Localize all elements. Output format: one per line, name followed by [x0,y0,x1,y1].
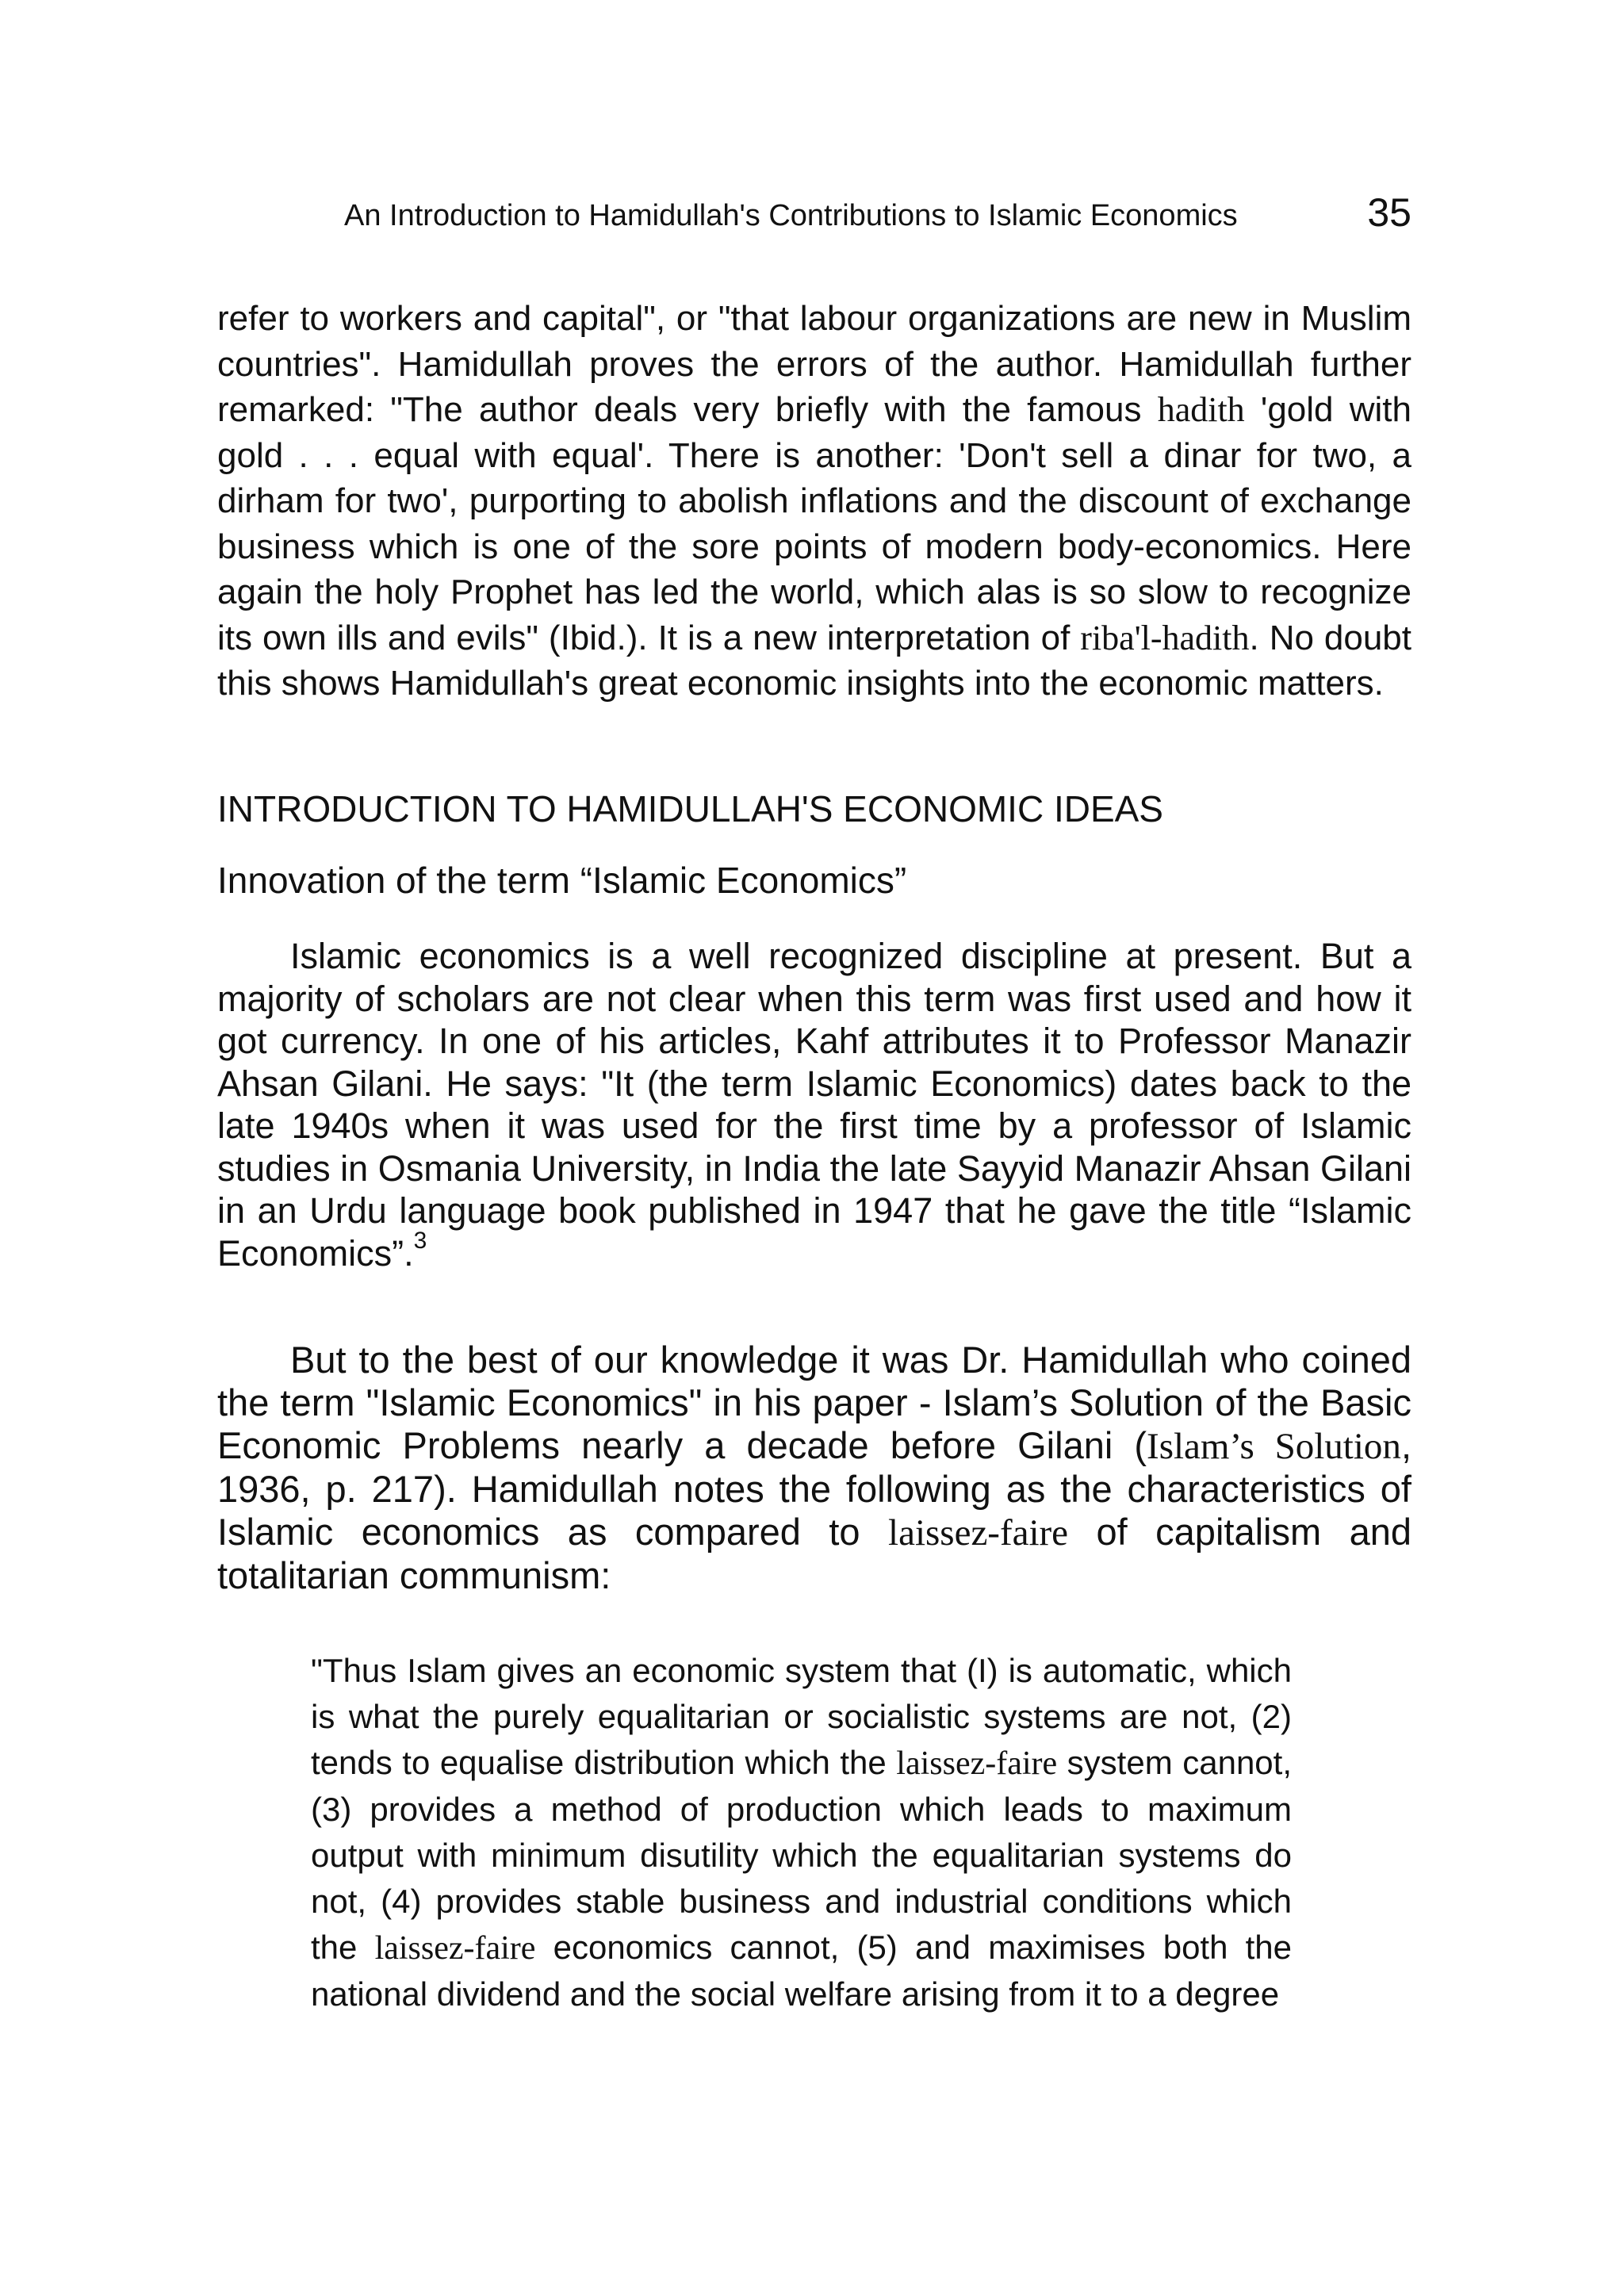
term-hadith: hadith [1157,390,1245,429]
paragraph-text: refer to workers and capital", or "that labour organizations are new in Muslim countries". Hamidullah proves the errors of the author. Hamidullah further remarked: "The author deals very briefly with the famous [217,299,1411,429]
quote-text: system cannot, (3) provides a method of production which leads to maximum output with minimum disutility which the equalitarian systems do not, (4) provides stable business and industrial conditions which the [311,1744,1292,1966]
block-quote [311,1648,1292,2017]
running-title: An Introduction to Hamidullah's Contributions to Islamic Economics [344,199,1238,232]
term-laissez-faire: laissez-faire [896,1745,1058,1782]
paragraph-text: of capitalism and totalitarian communism: [217,1511,1411,1596]
paragraph-gilani [217,935,1411,1274]
footnote-marker: 3 [413,1227,427,1254]
running-header [344,189,1411,239]
paragraph-text: Islamic economics is a well recognized discipline at present. But a majority of scholars are not clear when this term was first used and how it got currency. In one of his articles, Kahf attributes it to Professor Manazir Ahsan Gilani. He says: "It (the term Islamic Economics) dates back to the late 1940s when it was used for the first time by a professor of Islamic studies in Osmania University, in India the late Sayyid Manazir Ahsan Gilani in an Urdu language book published in 1947 that he gave the title “Islamic Economics”. [217,936,1411,1274]
paragraph-continued [217,296,1411,707]
section-heading: INTRODUCTION TO HAMIDULLAH'S ECONOMIC IDEAS [217,788,1163,829]
quote-text: "Thus Islam gives an economic system that (I) is automatic, which is what the purely equalitarian or socialistic systems are not, (2) tends to equalise distribution which the [311,1652,1292,1781]
subsection-heading: Innovation of the term “Islamic Economics” [217,860,907,901]
paragraph-text: 'gold with gold . . . equal with equal'. There is another: 'Don't sell a dinar for two, a dirham for two', purporting to abolish inflations and the discount of exchange business which is one of the sore points of modern body-economics. Here again the holy Prophet has led the world, which alas is so slow to recognize its own ills and evils" (Ibid.). It is a new interpretation of [217,390,1411,657]
paragraph-text: . No doubt this shows Hamidullah's great economic insights into the economic matters. [217,618,1412,703]
citation-title: Islam’s Solution [1147,1426,1401,1467]
paragraph-text: , 1936, p. 217). Hamidullah notes the following as the characteristics of Islamic economics as compared to [217,1424,1411,1553]
page-number: 35 [1367,190,1411,235]
paragraph-hamidullah [217,1339,1411,1597]
term-laissez-faire: laissez-faire [374,1930,536,1967]
paragraph-text: But to the best of our knowledge it was Dr. Hamidullah who coined the term "Islamic Economics" in his paper - Islam’s Solution of the Basic Economic Problems nearly a decade before Gilani ( [217,1339,1411,1466]
term-riba-hadith: riba'l-hadith [1080,618,1250,657]
quote-text: economics cannot, (5) and maximises both the national dividend and the social welfare arising from it to a degree [311,1929,1293,2013]
term-laissez-faire: laissez-faire [888,1512,1069,1554]
